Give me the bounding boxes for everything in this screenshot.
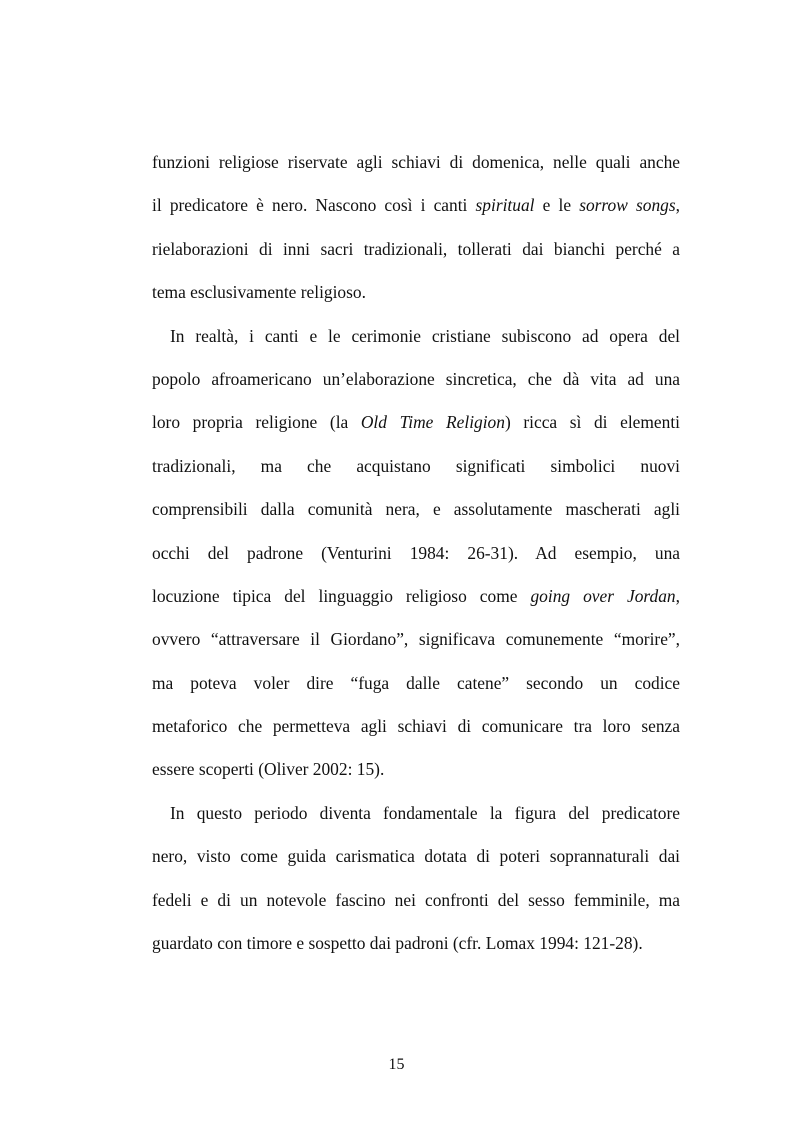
text-line — [152, 228, 680, 271]
text-run: tradizionali, ma che acquistano significati simbolici nuovi — [152, 455, 680, 476]
text-run: occhi del padrone (Venturini 1984: 26-31). Ad esempio, una — [152, 542, 680, 563]
text-run: tema esclusivamente religioso. — [152, 282, 366, 303]
text-run: rielaborazioni di inni sacri tradizionali, tollerati dai bianchi perché a — [152, 238, 680, 259]
text-line — [152, 445, 680, 488]
text-line — [152, 141, 680, 184]
text-run: , — [675, 585, 680, 606]
italic-term: Old Time Religion — [360, 412, 505, 433]
text-line — [152, 879, 680, 922]
italic-term: going over Jordan — [530, 585, 676, 606]
text-line — [152, 532, 680, 575]
text-line — [152, 488, 680, 531]
text-line — [152, 358, 680, 401]
text-run: ) ricca sì di elementi — [504, 412, 681, 433]
text-run: In realtà, i canti e le cerimonie cristiane subiscono ad opera del — [170, 325, 680, 346]
text-run: popolo afroamericano un’elaborazione sincretica, che dà vita ad una — [152, 368, 680, 389]
text-line — [152, 922, 680, 965]
text-run: ovvero “attraversare il Giordano”, significava comunemente “morire”, — [152, 629, 680, 650]
text-line — [152, 184, 680, 227]
italic-term: spiritual — [475, 195, 535, 216]
text-run: funzioni religiose riservate agli schiavi di domenica, nelle quali anche — [152, 152, 680, 172]
text-run: metaforico che permetteva agli schiavi di comunicare tra loro senza — [152, 716, 680, 737]
text-line — [152, 662, 680, 705]
text-run: ma poteva voler dire “fuga dalle catene” secondo un codice — [152, 672, 680, 693]
text-line — [152, 575, 680, 618]
body-text — [152, 141, 680, 965]
text-run: fedeli e di un notevole fascino nei confronti del sesso femminile, ma — [152, 889, 680, 910]
text-run: In questo periodo diventa fondamentale la figura del predicatore — [170, 802, 680, 823]
text-run: guardato con timore e sospetto dai padroni (cfr. Lomax 1994: 121-28). — [152, 933, 643, 954]
text-run: essere scoperti (Oliver 2002: 15). — [152, 759, 385, 780]
text-line — [152, 271, 680, 314]
text-line — [152, 315, 680, 358]
text-line — [152, 618, 680, 661]
page-number: 15 — [388, 1056, 405, 1073]
text-run: , — [675, 195, 680, 216]
italic-term: sorrow songs — [579, 195, 676, 216]
text-line — [152, 792, 680, 835]
text-run: loro propria religione (la — [152, 412, 361, 433]
text-line — [152, 835, 680, 878]
paragraph — [152, 141, 680, 315]
text-run: nero, visto come guida carismatica dotata di poteri soprannaturali dai — [152, 846, 680, 867]
text-line — [152, 705, 680, 748]
text-run: locuzione tipica del linguaggio religioso come — [152, 585, 531, 606]
text-run: comprensibili dalla comunità nera, e assolutamente mascherati agli — [152, 499, 680, 520]
paragraph — [152, 792, 680, 966]
text-run: e le — [534, 195, 580, 216]
text-line — [152, 401, 680, 444]
paragraph — [152, 315, 680, 792]
text-line — [152, 748, 680, 791]
text-run: il predicatore è nero. Nascono così i canti — [152, 195, 476, 216]
